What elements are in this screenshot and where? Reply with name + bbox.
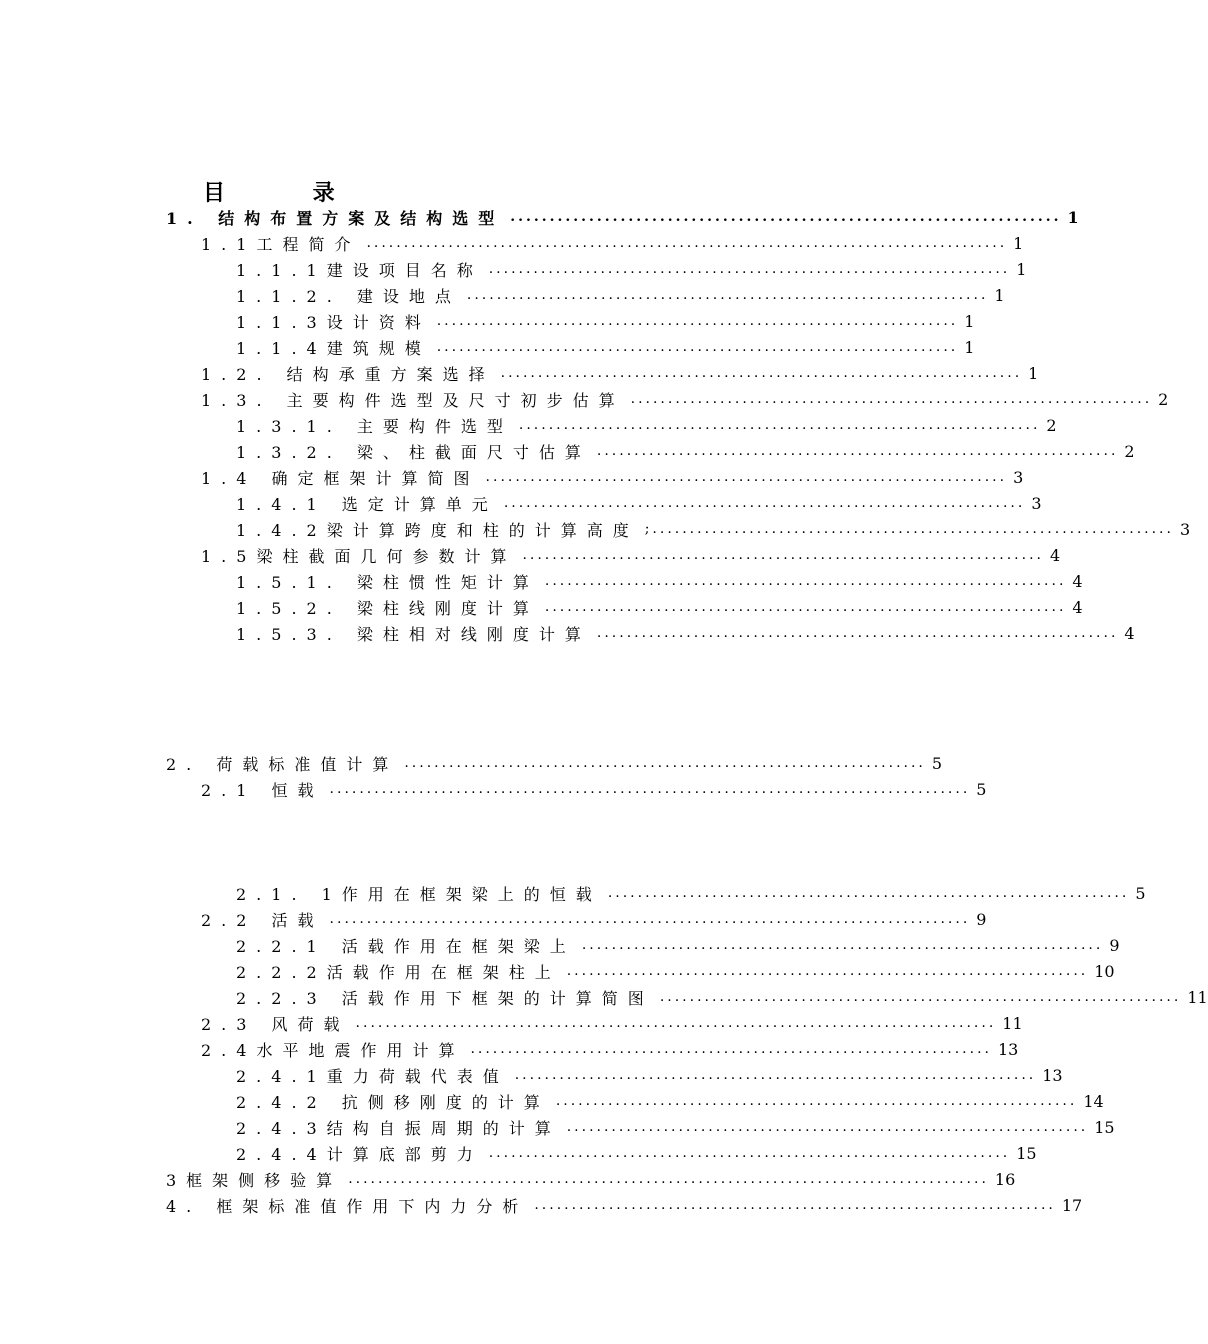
toc-leader-dots: ...................................................................... — [510, 209, 1062, 225]
toc-entry[interactable] — [236, 309, 975, 333]
toc-entry-label: 1.3. 主要构件选型及尺寸初步估算 — [201, 390, 625, 410]
toc-entry-label: 2.2.3 活载作用下框架的计算简图 — [236, 988, 654, 1008]
toc-leader-dots: ;...................................................................... — [644, 521, 1174, 537]
toc-entry-label: 2.4.2 抗侧移刚度的计算 — [236, 1092, 550, 1112]
toc-page-number: 15 — [1016, 1143, 1037, 1163]
toc-page-number: 5 — [976, 779, 987, 799]
toc-leader-dots: ...................................................................... — [544, 573, 1067, 589]
toc-entry[interactable] — [236, 283, 1005, 307]
toc-entry[interactable] — [201, 1011, 1023, 1035]
toc-leader-dots: ...................................................................... — [518, 417, 1041, 433]
toc-page-number: 1 — [1028, 363, 1039, 383]
toc-leader-dots: ...................................................................... — [596, 443, 1119, 459]
toc-entry-label: 2. 荷载标准值计算 — [166, 754, 399, 774]
toc-leader-dots: ...................................................................................... — [329, 911, 971, 927]
toc-leader-dots: ...................................................................... — [566, 963, 1089, 979]
toc-leader-dots: ...................................................................... — [534, 1197, 1056, 1213]
toc-entry[interactable] — [236, 569, 1083, 593]
toc-page-number: 1 — [964, 311, 975, 331]
toc-entry-label: 2.2.2活载作用在框架柱上 — [236, 962, 561, 982]
toc-entry[interactable] — [201, 231, 1024, 255]
toc-leader-dots: ...................................................................................... — [348, 1171, 989, 1187]
toc-page-number: 9 — [976, 909, 987, 929]
toc-entry-label: 2.1 恒载 — [201, 780, 324, 800]
toc-page-number: 13 — [1042, 1065, 1063, 1085]
toc-entry-label: 2.2 活载 — [201, 910, 324, 930]
toc-page-number: 13 — [997, 1039, 1019, 1059]
toc-page-number: 2 — [1046, 415, 1057, 435]
toc-entry[interactable] — [166, 1193, 1083, 1217]
toc-entry-label: 1.5.1. 梁柱惯性矩计算 — [236, 572, 539, 592]
toc-entry[interactable] — [236, 959, 1115, 983]
toc-page-number: 4 — [1049, 545, 1061, 565]
toc-entry-label: 1.1.3设计资料 — [236, 312, 431, 332]
toc-leader-dots: ...................................................................... — [555, 1093, 1078, 1109]
toc-leader-dots: ...................................................................................... — [329, 781, 971, 797]
toc-page-number: 2 — [1158, 389, 1169, 409]
toc-entry[interactable] — [236, 621, 1135, 645]
toc-entry[interactable] — [166, 751, 943, 775]
toc-entry-label: 2.1. 1作用在框架梁上的恒载 — [236, 884, 602, 904]
toc-entry-label: 2.4.4计算底部剪力 — [236, 1144, 483, 1164]
toc-leader-dots: ...................................................................... — [485, 469, 1008, 485]
toc-leader-dots: ...................................................................... — [514, 1067, 1037, 1083]
toc-entry[interactable] — [166, 1167, 1016, 1191]
toc-leader-dots: ...................................................................... — [596, 625, 1119, 641]
toc-entry-label: 1.1.1建设项目名称 — [236, 260, 483, 280]
toc-leader-dots: ...................................................................... — [436, 339, 959, 355]
toc-page-number: 16 — [994, 1169, 1016, 1189]
toc-entry[interactable] — [236, 985, 1208, 1009]
toc-page-number: 11 — [1187, 987, 1208, 1007]
toc-entry[interactable] — [236, 595, 1083, 619]
toc-page-number: 5 — [931, 753, 943, 773]
toc-entry-label: 2.4水平地震作用计算 — [201, 1040, 465, 1060]
toc-page-number: 1 — [1013, 233, 1024, 253]
toc-entry[interactable] — [236, 257, 1027, 281]
toc-leader-dots: ...................................................................... — [659, 989, 1182, 1005]
toc-leader-dots: ...................................................................... — [488, 261, 1011, 277]
toc-leader-dots: ...................................................................... — [488, 1145, 1011, 1161]
toc-entry-label: 1.4.2梁计算跨度和柱的计算高度 — [236, 520, 639, 540]
toc-entry[interactable] — [201, 361, 1039, 385]
toc-leader-dots: ...................................................................... — [436, 313, 959, 329]
toc-entry-label: 1.5.2. 梁柱线刚度计算 — [236, 598, 539, 618]
toc-entry-label: 2.4.3结构自振周期的计算 — [236, 1118, 561, 1138]
toc-entry[interactable] — [236, 413, 1057, 437]
toc-leader-dots: ...................................................................... — [581, 937, 1104, 953]
toc-entry-label: 1.1.4建筑规模 — [236, 338, 431, 358]
toc-entry-label: 1.4 确定框架计算简图 — [201, 468, 480, 488]
toc-page-number: 1 — [964, 337, 975, 357]
toc-entry[interactable] — [236, 1115, 1115, 1139]
toc-page-number: 17 — [1061, 1195, 1083, 1215]
toc-page-number: 1 — [994, 285, 1005, 305]
toc-page-number: 4 — [1072, 571, 1083, 591]
toc-page-number: 4 — [1072, 597, 1083, 617]
toc-leader-dots: ...................................................................................... — [366, 235, 1008, 251]
toc-entry-label: 1.1工程简介 — [201, 234, 361, 254]
page-title: 目 录 — [203, 180, 375, 206]
toc-page-number: 2 — [1124, 441, 1135, 461]
toc-entry-label: 1.2. 结构承重方案选择 — [201, 364, 495, 384]
toc-leader-dots: ...................................................................... — [630, 391, 1153, 407]
toc-page-number: 5 — [1135, 883, 1146, 903]
toc-entry-label: 1.4.1 选定计算单元 — [236, 494, 498, 514]
toc-leader-dots: ...................................................................... — [503, 495, 1026, 511]
toc-leader-dots: ...................................................................... — [404, 755, 926, 771]
toc-entry[interactable] — [166, 205, 1079, 229]
toc-entry[interactable] — [236, 1141, 1037, 1165]
toc-entry[interactable] — [236, 491, 1042, 515]
toc-leader-dots: ...................................................................................... — [355, 1015, 997, 1031]
toc-entry[interactable] — [236, 1063, 1063, 1087]
toc-entry[interactable] — [201, 387, 1169, 411]
toc-entry-label: 1.5梁柱截面几何参数计算 — [201, 546, 517, 566]
toc-entry[interactable] — [201, 1037, 1019, 1061]
toc-page-number: 4 — [1124, 623, 1135, 643]
toc-entry[interactable] — [201, 777, 987, 801]
toc-page-number: 1 — [1067, 207, 1079, 227]
toc-entry[interactable] — [236, 933, 1120, 957]
toc-entry[interactable] — [201, 907, 987, 931]
toc-entry[interactable] — [201, 543, 1061, 567]
toc-leader-dots: ...................................................................... — [544, 599, 1067, 615]
toc-leader-dots: ...................................................................... — [470, 1041, 992, 1057]
toc-page-number: 11 — [1002, 1013, 1023, 1033]
toc-page-number: 3 — [1013, 467, 1024, 487]
toc-entry-label: 2.2.1 活载作用在框架梁上 — [236, 936, 576, 956]
toc-leader-dots: ...................................................................... — [500, 365, 1023, 381]
toc-entry-label: 4. 框架标准值作用下内力分析 — [166, 1196, 529, 1216]
toc-page-number: 1 — [1016, 259, 1027, 279]
toc-entry[interactable] — [236, 439, 1135, 463]
toc-entry-label: 2.3 风荷载 — [201, 1014, 350, 1034]
toc-page-number: 14 — [1083, 1091, 1104, 1111]
toc-leader-dots: ...................................................................... — [522, 547, 1044, 563]
toc-page-number: 3 — [1031, 493, 1042, 513]
toc-entry[interactable] — [236, 881, 1146, 905]
toc-entry[interactable] — [201, 465, 1024, 489]
toc-page-number: 9 — [1109, 935, 1120, 955]
toc-leader-dots: ...................................................................... — [466, 287, 989, 303]
toc-page-number: 15 — [1094, 1117, 1115, 1137]
toc-leader-dots: ...................................................................... — [607, 885, 1130, 901]
toc-entry-label: 1.3.2. 梁、柱截面尺寸估算 — [236, 442, 591, 462]
toc-entry-label: 2.4.1重力荷载代表值 — [236, 1066, 509, 1086]
toc-entry-label: 1. 结构布置方案及结构选型 — [166, 208, 505, 228]
toc-entry-label: 1.1.2. 建设地点 — [236, 286, 461, 306]
toc-entry[interactable] — [236, 335, 975, 359]
toc-entry-label: 1.3.1. 主要构件选型 — [236, 416, 513, 436]
toc-leader-dots: ...................................................................... — [566, 1119, 1089, 1135]
toc-page-number: 10 — [1094, 961, 1115, 981]
toc-page-number: 3 — [1179, 519, 1191, 539]
toc-entry[interactable] — [236, 1089, 1104, 1113]
toc-entry-label: 3框架侧移验算 — [166, 1170, 343, 1190]
toc-entry-label: 1.5.3. 梁柱相对线刚度计算 — [236, 624, 591, 644]
toc-entry[interactable] — [236, 517, 1191, 541]
